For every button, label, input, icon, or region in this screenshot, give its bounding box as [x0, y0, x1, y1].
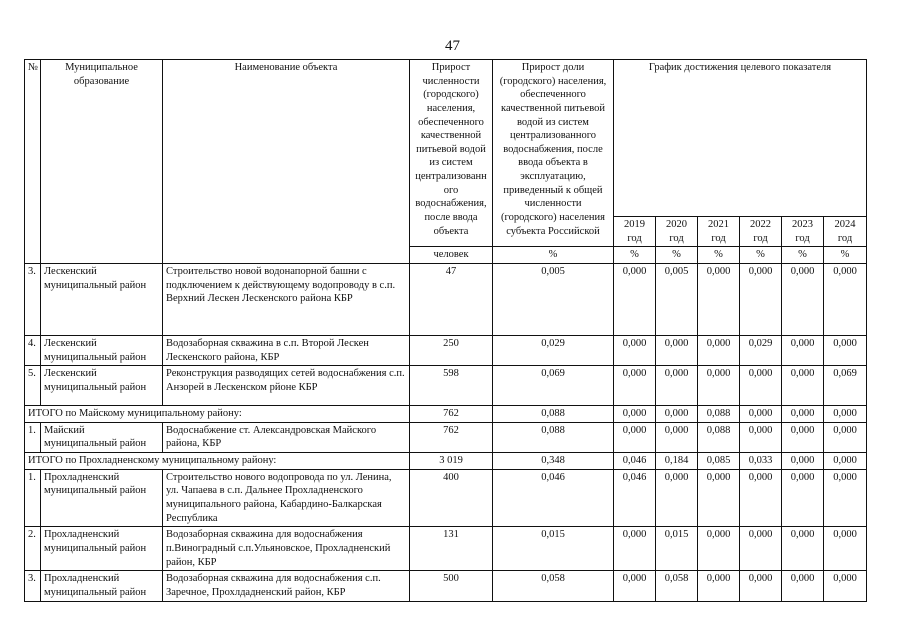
total-label: ИТОГО по Майскому муниципальному району:: [25, 406, 410, 423]
growth-share-cell: 0,046: [493, 469, 614, 527]
year-value-cell: 0,000: [740, 469, 782, 527]
year-value-cell: 0,000: [740, 571, 782, 601]
year-value-cell: 0,000: [614, 406, 656, 423]
table-row: [25, 571, 867, 601]
year-value-cell: 0,000: [782, 453, 824, 470]
table-row: [25, 527, 867, 571]
year-value-cell: 0,000: [614, 366, 656, 406]
year-value-cell: 0,000: [824, 571, 867, 601]
year-value-cell: 0,000: [782, 263, 824, 335]
target-indicator-table: [24, 59, 867, 602]
year-value-cell: 0,000: [824, 453, 867, 470]
row-number: 3.: [25, 263, 41, 335]
year-value-cell: 0,000: [782, 422, 824, 452]
year-value-cell: 0,000: [614, 571, 656, 601]
row-number: 2.: [25, 527, 41, 571]
year-value-cell: 0,000: [698, 571, 740, 601]
year-value-cell: 0,000: [824, 263, 867, 335]
year-value-cell: 0,085: [698, 453, 740, 470]
year-value-cell: 0,000: [614, 422, 656, 452]
year-value-cell: 0,000: [698, 527, 740, 571]
year-value-cell: 0,000: [614, 335, 656, 365]
growth-share-cell: 0,348: [493, 453, 614, 470]
col-header-municipality: Муниципальное образование: [41, 60, 163, 264]
year-value-cell: 0,000: [782, 366, 824, 406]
unit-cell: %: [824, 247, 867, 264]
growth-share-cell: 0,088: [493, 422, 614, 452]
year-value-cell: 0,000: [782, 406, 824, 423]
year-value-cell: 0,005: [656, 263, 698, 335]
object-cell: Водозаборная скважина в с.п. Второй Лескен Лескенского района, КБР: [163, 335, 410, 365]
year-value-cell: 0,000: [782, 527, 824, 571]
object-cell: Строительство новой водонапорной башни с подключением к действующему водопроводу в с.п. Верхний Лескен Лескенского района КБР: [163, 263, 410, 335]
year-value-cell: 0,000: [614, 263, 656, 335]
growth-share-cell: 0,069: [493, 366, 614, 406]
growth-count-cell: 762: [410, 406, 493, 423]
col-header-growth-share: Прирост доли (городского) населения, обеспеченного качественной питьевой водой из систем централизованного водоснабжения, после ввода объекта в эксплуатацию, приведенный к общей численности (городского) населения субъекта Российской: [493, 60, 614, 247]
year-value-cell: 0,000: [824, 469, 867, 527]
year-value-cell: 0,000: [698, 335, 740, 365]
growth-share-cell: 0,029: [493, 335, 614, 365]
year-value-cell: 0,000: [824, 406, 867, 423]
col-header-schedule: График достижения целевого показателя: [614, 60, 867, 217]
year-header: 2020 год: [656, 217, 698, 247]
growth-count-cell: 47: [410, 263, 493, 335]
total-row: [25, 453, 867, 470]
municipality-cell: Лескенский муниципальный район: [41, 263, 163, 335]
year-value-cell: 0,015: [656, 527, 698, 571]
municipality-cell: Прохладненский муниципальный район: [41, 527, 163, 571]
municipality-cell: Прохладненский муниципальный район: [41, 469, 163, 527]
municipality-cell: Лескенский муниципальный район: [41, 366, 163, 406]
year-value-cell: 0,088: [698, 422, 740, 452]
object-cell: Водозаборная скважина для водоснабжения п.Виноградный с.п.Ульяновское, Прохладненский район, КБР: [163, 527, 410, 571]
municipality-cell: Лескенский муниципальный район: [41, 335, 163, 365]
table-row: [25, 263, 867, 335]
row-number: 5.: [25, 366, 41, 406]
total-row: [25, 406, 867, 423]
year-value-cell: 0,033: [740, 453, 782, 470]
year-value-cell: 0,000: [824, 527, 867, 571]
growth-share-cell: 0,015: [493, 527, 614, 571]
year-value-cell: 0,000: [656, 366, 698, 406]
year-value-cell: 0,000: [698, 366, 740, 406]
year-value-cell: 0,000: [740, 366, 782, 406]
year-value-cell: 0,000: [740, 263, 782, 335]
growth-count-cell: 3 019: [410, 453, 493, 470]
table-row: [25, 366, 867, 406]
year-value-cell: 0,000: [782, 335, 824, 365]
growth-count-cell: 762: [410, 422, 493, 452]
object-cell: Строительство нового водопровода по ул. Ленина, ул. Чапаева в с.п. Дальнее Прохладненского муниципального района, Кабардино-Балкарская Республика: [163, 469, 410, 527]
growth-count-cell: 400: [410, 469, 493, 527]
growth-count-cell: 131: [410, 527, 493, 571]
object-cell: Водоснабжение ст. Александровская Майского района, КБР: [163, 422, 410, 452]
unit-cell: %: [782, 247, 824, 264]
municipality-cell: Майский муниципальный район: [41, 422, 163, 452]
object-cell: Водозаборная скважина для водоснабжения с.п. Заречное, Прохлдадненский район, КБР: [163, 571, 410, 601]
year-value-cell: 0,000: [656, 422, 698, 452]
table-row: [25, 335, 867, 365]
year-value-cell: 0,069: [824, 366, 867, 406]
col-header-no: №: [25, 60, 41, 264]
year-value-cell: 0,000: [656, 335, 698, 365]
year-value-cell: 0,000: [740, 406, 782, 423]
growth-count-cell: 250: [410, 335, 493, 365]
col-header-object: Наименование объекта: [163, 60, 410, 264]
year-value-cell: 0,000: [782, 571, 824, 601]
growth-count-cell: 500: [410, 571, 493, 601]
row-number: 3.: [25, 571, 41, 601]
year-value-cell: 0,000: [740, 422, 782, 452]
year-value-cell: 0,000: [740, 527, 782, 571]
year-value-cell: 0,000: [656, 406, 698, 423]
object-cell: Реконструкция разводящих сетей водоснабжения с.п. Анзорей в Лескенском рйоне КБР: [163, 366, 410, 406]
year-header: 2022 год: [740, 217, 782, 247]
page-number: 47: [445, 38, 460, 54]
year-header: 2023 год: [782, 217, 824, 247]
year-value-cell: 0,000: [824, 335, 867, 365]
year-value-cell: 0,000: [614, 527, 656, 571]
unit-cell: человек: [410, 247, 493, 264]
year-header: 2021 год: [698, 217, 740, 247]
unit-cell: %: [493, 247, 614, 264]
row-number: 4.: [25, 335, 41, 365]
year-value-cell: 0,000: [698, 263, 740, 335]
year-header: 2019 год: [614, 217, 656, 247]
row-number: 1.: [25, 422, 41, 452]
municipality-cell: Прохладненский муниципальный район: [41, 571, 163, 601]
year-value-cell: 0,000: [656, 469, 698, 527]
year-value-cell: 0,046: [614, 453, 656, 470]
year-value-cell: 0,046: [614, 469, 656, 527]
table-row: [25, 422, 867, 452]
growth-share-cell: 0,088: [493, 406, 614, 423]
col-header-growth-count: Прирост численности (городского) населения, обеспеченного качественной питьевой водой из систем централизованн ого водоснабжения, после ввода объекта: [410, 60, 493, 247]
year-value-cell: 0,000: [698, 469, 740, 527]
year-value-cell: 0,029: [740, 335, 782, 365]
row-number: 1.: [25, 469, 41, 527]
table-row: [25, 469, 867, 527]
growth-share-cell: 0,005: [493, 263, 614, 335]
total-label: ИТОГО по Прохладненскому муниципальному району:: [25, 453, 410, 470]
growth-count-cell: 598: [410, 366, 493, 406]
unit-cell: %: [656, 247, 698, 264]
year-value-cell: 0,000: [782, 469, 824, 527]
year-value-cell: 0,088: [698, 406, 740, 423]
unit-cell: %: [614, 247, 656, 264]
year-value-cell: 0,184: [656, 453, 698, 470]
year-header: 2024 год: [824, 217, 867, 247]
year-value-cell: 0,000: [824, 422, 867, 452]
unit-cell: %: [698, 247, 740, 264]
growth-share-cell: 0,058: [493, 571, 614, 601]
unit-cell: %: [740, 247, 782, 264]
year-value-cell: 0,058: [656, 571, 698, 601]
